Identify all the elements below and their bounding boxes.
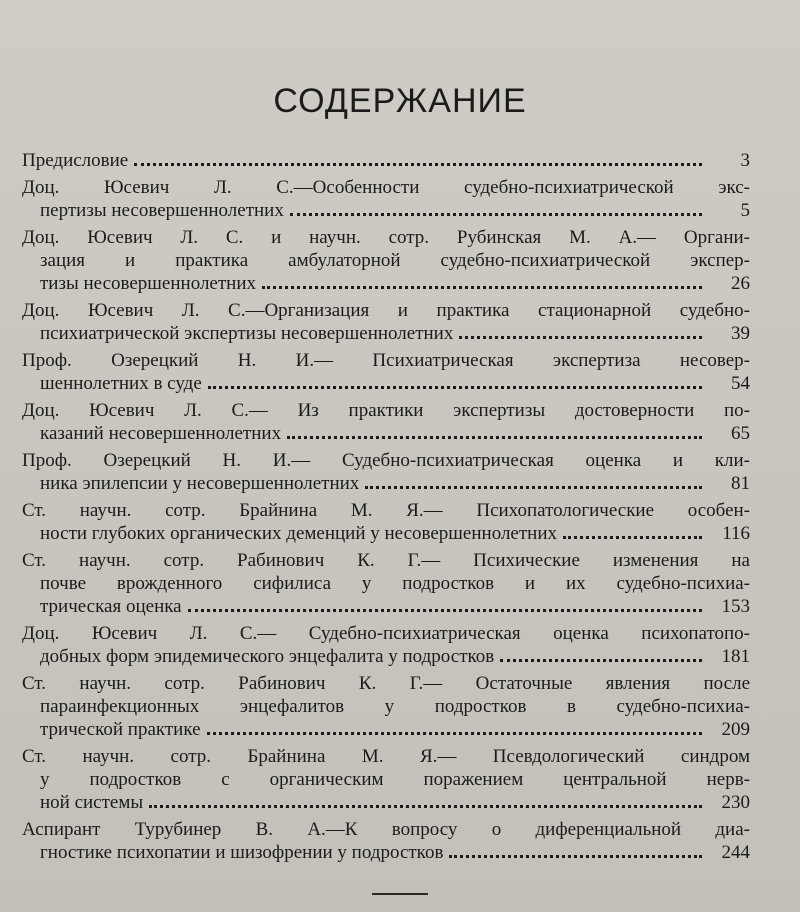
toc-entry-line [22,792,750,815]
toc-entry-text: ника эпилепсии у несовершеннолетних [40,473,360,494]
toc-entry-text: Проф. Озерецкий Н. И.— Судебно-психиатрическая оценка и кли- [22,450,750,471]
toc-entry-text: параинфекционных энцефалитов у подростков в судебно-психиа- [40,696,750,717]
toc-entry [22,350,750,396]
page-number: 153 [721,596,750,617]
toc-entry [22,177,750,223]
toc-entry-line [22,150,750,173]
toc-entry-text: психиатрической экспертизы несовершеннолетних [40,323,454,344]
toc-entry-line [22,450,750,473]
toc-entry-text: ности глубоких органических деменций у несовершеннолетних [40,523,558,544]
dot-leader [262,275,702,289]
page-number: 230 [721,792,750,813]
toc-entry [22,550,750,619]
toc-entry-text: Проф. Озерецкий Н. И.— Психиатрическая экспертиза несовер- [22,350,750,371]
dot-leader [207,721,702,735]
toc-entry-text: пертизы несовершеннолетних [40,200,284,221]
page-number: 181 [721,646,750,667]
toc-entry-line [22,819,750,842]
page-number: 54 [731,373,750,394]
page-title: СОДЕРЖАНИЕ [273,82,527,120]
toc-entry [22,623,750,669]
toc-entry-line [22,596,750,619]
toc-entry-line [22,696,750,719]
dot-leader [134,152,702,166]
page-number: 3 [740,150,750,171]
toc-entry [22,450,750,496]
toc-entry-line [22,350,750,373]
toc-entry-text: Предисловие [22,150,129,171]
toc-entry-text: Доц. Юсевич Л. С.—Особенности судебно-психиатрической экс- [22,177,750,198]
toc-entry-line [22,523,750,546]
dot-leader [459,325,702,339]
toc-entry-text: Доц. Юсевич Л. С. и научн. сотр. Рубинская М. А.— Органи- [22,227,750,248]
toc-entry-line [22,746,750,769]
page-number: 116 [722,523,750,544]
dot-leader [287,425,702,439]
toc-entry [22,500,750,546]
toc-entry-line [22,323,750,346]
toc-entry-line [22,623,750,646]
page-number: 244 [721,842,750,863]
page-number: 39 [731,323,750,344]
toc-entry-line [22,473,750,496]
toc-entry [22,300,750,346]
toc-entry-line [22,227,750,250]
toc-entry-line [22,250,750,273]
toc-entry-text: Ст. научн. сотр. Брайнина М. Я.— Психопатологические особен- [22,500,750,521]
toc-entry-text: Доц. Юсевич Л. С.—Организация и практика стационарной судебно- [22,300,750,321]
dot-leader [208,375,702,389]
dot-leader [290,202,702,216]
toc-entry-text: у подростков с органическим поражением центральной нерв- [40,769,750,790]
toc-entry-line [22,177,750,200]
toc-entry-line [22,400,750,423]
toc-entry-line [22,842,750,865]
page-number: 26 [731,273,750,294]
dot-leader [500,648,702,662]
toc-entry-line [22,373,750,396]
toc-entry-line [22,550,750,573]
toc-entry-line [22,423,750,446]
toc-entry-line [22,673,750,696]
toc-entry-line [22,200,750,223]
toc-entry-line [22,646,750,669]
toc-entry-text: добных форм эпидемического энцефалита у подростков [40,646,495,667]
toc-entry-line [22,769,750,792]
toc-entry-text: трической практике [40,719,201,740]
toc-entry-text: Ст. научн. сотр. Рабинович К. Г.— Остаточные явления после [22,673,750,694]
dot-leader [149,794,702,808]
page-number: 5 [740,200,750,221]
toc-entry-line [22,500,750,523]
toc-entry-text: гностике психопатии и шизофрении у подростков [40,842,444,863]
toc-entry-line [22,573,750,596]
toc-entry [22,227,750,296]
toc-entry [22,400,750,446]
toc-entry-text: почве врожденного сифилиса у подростков и их судебно-психиа- [40,573,750,594]
toc-entry-line [22,273,750,296]
toc-entry-text: зация и практика амбулаторной судебно-психиатрической экспер- [40,250,750,271]
dot-leader [188,598,702,612]
page-number: 65 [731,423,750,444]
toc-entry-text: Ст. научн. сотр. Брайнина М. Я.— Псевдологический синдром [22,746,750,767]
toc-entry-text: тизы несовершеннолетних [40,273,256,294]
toc-entry [22,150,750,173]
toc-entry [22,673,750,742]
page-number: 81 [731,473,750,494]
toc-entry-text: Ст. научн. сотр. Рабинович К. Г.— Психические изменения на [22,550,750,571]
toc-entry-text: Аспирант Турубинер В. А.—К вопросу о диференциальной диа- [22,819,750,840]
toc-entry-text: Доц. Юсевич Л. С.— Судебно-психиатрическая оценка психопатопо- [22,623,750,644]
toc-entry-line [22,719,750,742]
toc-entry-text: шеннолетних в суде [40,373,202,394]
toc-entry [22,746,750,815]
toc-entry-line [22,300,750,323]
table-of-contents [22,150,750,869]
toc-entry-text: ной системы [40,792,144,813]
dot-leader [365,475,702,489]
dot-leader [563,525,702,539]
dot-leader [449,844,702,858]
toc-entry-text: Доц. Юсевич Л. С.— Из практики экспертизы достоверности по- [22,400,750,421]
bottom-rule [372,893,428,895]
page-number: 209 [721,719,750,740]
toc-entry-text: трическая оценка [40,596,182,617]
toc-entry-text: казаний несовершеннолетних [40,423,282,444]
toc-entry [22,819,750,865]
